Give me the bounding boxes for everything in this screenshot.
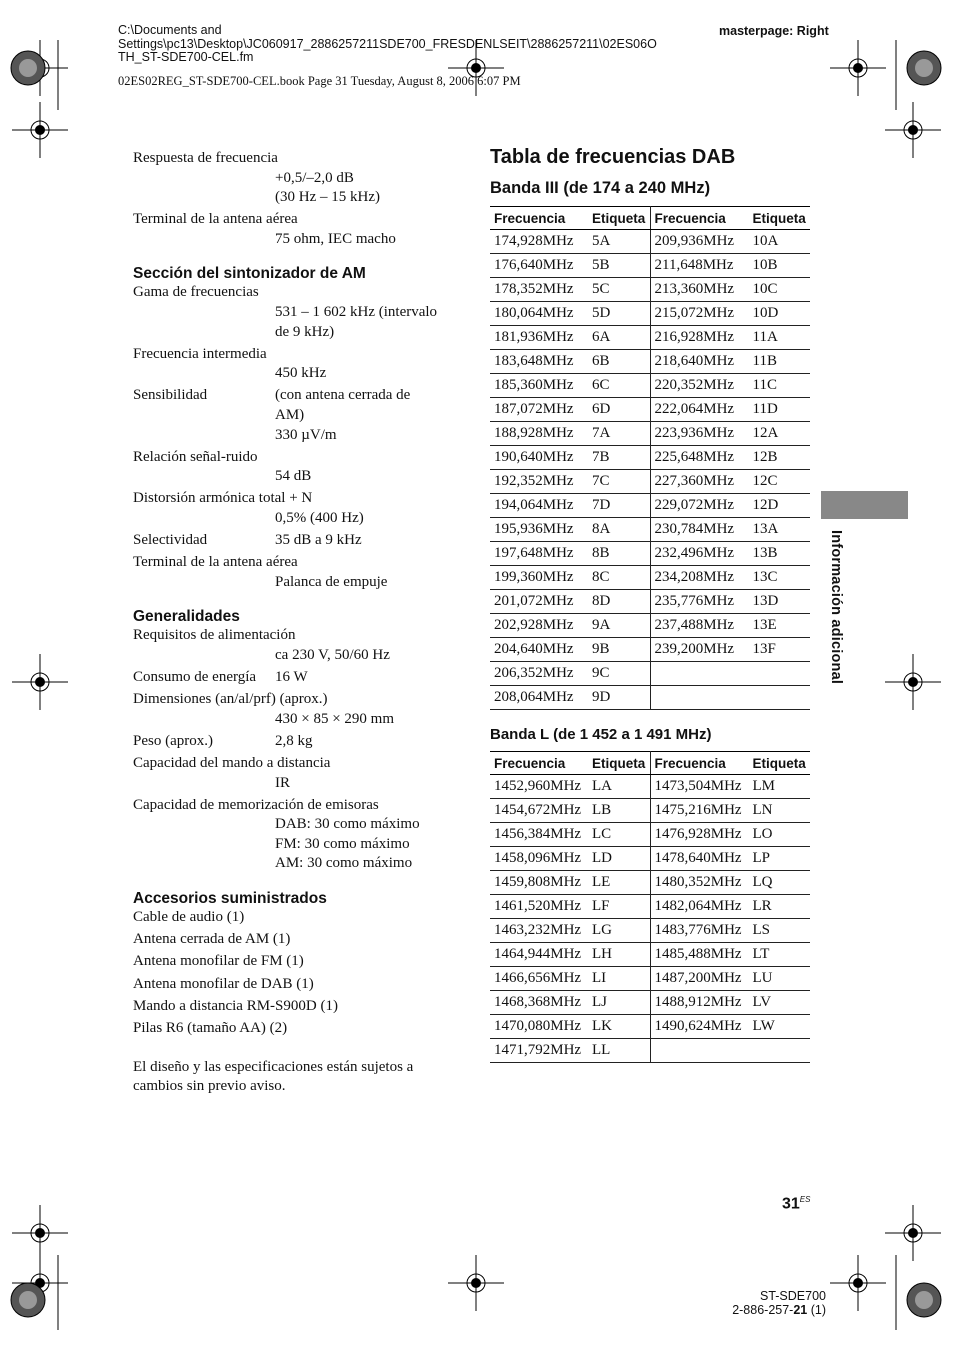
spec-label: Frecuencia intermedia: [133, 345, 267, 362]
label-cell: 9A: [588, 614, 650, 638]
frequency-cell: 1468,368MHz: [490, 991, 588, 1015]
label-cell: LB: [588, 799, 650, 823]
frequency-cell: 220,352MHz: [650, 374, 749, 398]
spec-value: 2,8 kg: [275, 732, 313, 749]
label-cell: 6B: [588, 350, 650, 374]
label-cell: LK: [588, 1015, 650, 1039]
frequency-cell: 199,360MHz: [490, 566, 588, 590]
path-line: TH_ST-SDE700-CEL.fm: [118, 50, 254, 64]
label-cell: 11D: [749, 398, 810, 422]
spec-value: ca 230 V, 50/60 Hz: [275, 646, 390, 663]
crosshair-mark: [885, 1205, 941, 1261]
label-cell: 12C: [749, 470, 810, 494]
frequency-cell: 206,352MHz: [490, 662, 588, 686]
frequency-cell: 1458,096MHz: [490, 847, 588, 871]
frequency-cell: 232,496MHz: [650, 542, 749, 566]
crosshair-mark: [448, 1255, 504, 1311]
column-header: Etiqueta: [588, 207, 650, 230]
frequency-cell: 201,072MHz: [490, 590, 588, 614]
frequency-cell: 202,928MHz: [490, 614, 588, 638]
label-cell: 13F: [749, 638, 810, 662]
label-cell: 7B: [588, 446, 650, 470]
accessory-item: Antena monofilar de DAB (1): [133, 975, 314, 992]
label-cell: LQ: [749, 871, 810, 895]
label-cell: 9D: [588, 686, 650, 710]
frequency-cell: 1464,944MHz: [490, 943, 588, 967]
column-header: Frecuencia: [650, 207, 749, 230]
frequency-cell: 185,360MHz: [490, 374, 588, 398]
label-cell: LD: [588, 847, 650, 871]
frequency-cell: 192,352MHz: [490, 470, 588, 494]
column-header: Etiqueta: [588, 752, 650, 775]
frequency-cell: 1473,504MHz: [650, 775, 749, 799]
label-cell: 8A: [588, 518, 650, 542]
frequency-cell: 237,488MHz: [650, 614, 749, 638]
book-info: 02ES02REG_ST-SDE700-CEL.book Page 31 Tuesday, August 8, 2006 6:07 PM: [118, 74, 521, 88]
crosshair-mark: [830, 1255, 886, 1311]
path-line: C:\Documents and: [118, 23, 222, 37]
spec-value: 531 – 1 602 kHz (intervalo: [275, 304, 438, 321]
frequency-cell: 1480,352MHz: [650, 871, 749, 895]
frequency-cell: 235,776MHz: [650, 590, 749, 614]
frequency-cell: 204,640MHz: [490, 638, 588, 662]
frequency-cell: 1485,488MHz: [650, 943, 749, 967]
spec-label: Relación señal-ruido: [133, 448, 258, 465]
starburst-mark: [907, 1283, 941, 1317]
label-cell: LN: [749, 799, 810, 823]
path-line: Settings\pc13\Desktop\JC060917_2886257211SDE700_FRESDENLSEIT\2886257211\02ES06O: [118, 36, 657, 51]
frequency-cell: 188,928MHz: [490, 422, 588, 446]
frequency-cell: 194,064MHz: [490, 494, 588, 518]
spec-value: de 9 kHz): [275, 323, 335, 340]
label-cell: LR: [749, 895, 810, 919]
spec-value: (30 Hz – 15 kHz): [275, 189, 380, 206]
label-cell: LJ: [588, 991, 650, 1015]
frequency-cell: 208,064MHz: [490, 686, 588, 710]
frequency-cell: 229,072MHz: [650, 494, 749, 518]
label-cell: LI: [588, 967, 650, 991]
frequency-cell: 1475,216MHz: [650, 799, 749, 823]
spec-value: 35 dB a 9 kHz: [275, 532, 362, 549]
spec-label: Capacidad de memorización de emisoras: [133, 796, 379, 813]
label-cell: 13C: [749, 566, 810, 590]
label-cell: 6C: [588, 374, 650, 398]
accessory-item: Mando a distancia RM-S900D (1): [133, 997, 338, 1014]
frequency-cell: 227,360MHz: [650, 470, 749, 494]
frequency-cell: 1488,912MHz: [650, 991, 749, 1015]
label-cell: 13B: [749, 542, 810, 566]
label-cell: LU: [749, 967, 810, 991]
spec-label: Distorsión armónica total + N: [133, 490, 313, 507]
frequency-cell: 216,928MHz: [650, 326, 749, 350]
label-cell: 10D: [749, 302, 810, 326]
label-cell: LW: [749, 1015, 810, 1039]
crosshair-mark: [12, 1205, 68, 1261]
spec-label: Gama de frecuencias: [133, 284, 259, 301]
starburst-mark: [907, 51, 941, 85]
frequency-cell: 195,936MHz: [490, 518, 588, 542]
crosshair-mark: [448, 40, 504, 96]
label-cell: LP: [749, 847, 810, 871]
frequency-cell: 209,936MHz: [650, 230, 749, 254]
frequency-cell: 1466,656MHz: [490, 967, 588, 991]
spec-label: Capacidad del mando a distancia: [133, 754, 331, 771]
frequency-cell: 218,640MHz: [650, 350, 749, 374]
spec-value: Palanca de empuje: [275, 573, 388, 590]
spec-value: DAB: 30 como máximo: [275, 816, 420, 833]
starburst-mark: [11, 51, 45, 85]
column-header: Frecuencia: [650, 752, 749, 775]
column-header: Etiqueta: [749, 752, 810, 775]
frequency-cell: 1463,232MHz: [490, 919, 588, 943]
label-cell: LL: [588, 1039, 650, 1063]
frequency-cell: 181,936MHz: [490, 326, 588, 350]
spec-value: FM: 30 como máximo: [275, 835, 410, 852]
accessories-section-title: Accesorios suministrados: [133, 890, 327, 907]
spec-label: Sensibilidad: [133, 387, 208, 404]
spec-label: Requisitos de alimentación: [133, 627, 296, 644]
section-side-label: Información adicional: [828, 530, 844, 685]
label-cell: 12A: [749, 422, 810, 446]
label-cell: 7C: [588, 470, 650, 494]
frequency-cell: 176,640MHz: [490, 254, 588, 278]
label-cell: LO: [749, 823, 810, 847]
frequency-cell: 1452,960MHz: [490, 775, 588, 799]
spec-label: Terminal de la antena aérea: [133, 554, 298, 571]
frequency-cell: 1471,792MHz: [490, 1039, 588, 1063]
label-cell: 6D: [588, 398, 650, 422]
frequency-cell: 1459,808MHz: [490, 871, 588, 895]
am-section-title: Sección del sintonizador de AM: [133, 265, 366, 283]
masterpage-label: masterpage: Right: [719, 24, 829, 38]
label-cell: 11A: [749, 326, 810, 350]
label-cell: 7D: [588, 494, 650, 518]
label-cell: LS: [749, 919, 810, 943]
label-cell: 12D: [749, 494, 810, 518]
crosshair-mark: [885, 102, 941, 158]
spec-value: 75 ohm, IEC macho: [275, 230, 396, 247]
frequency-cell: 187,072MHz: [490, 398, 588, 422]
frequency-cell: 1456,384MHz: [490, 823, 588, 847]
label-cell: 10A: [749, 230, 810, 254]
spec-label: Selectividad: [133, 532, 208, 549]
spec-label: Dimensiones (an/al/prf) (aprox.): [133, 691, 328, 708]
frequency-cell: 1478,640MHz: [650, 847, 749, 871]
frequency-cell: 1483,776MHz: [650, 919, 749, 943]
frequency-cell: 215,072MHz: [650, 302, 749, 326]
crosshair-mark: [12, 102, 68, 158]
column-header: Frecuencia: [490, 207, 588, 230]
frequency-cell: 225,648MHz: [650, 446, 749, 470]
spec-value: +0,5/–2,0 dB: [275, 169, 354, 186]
label-cell: 5B: [588, 254, 650, 278]
accessory-item: Antena cerrada de AM (1): [133, 931, 291, 948]
label-cell: 13A: [749, 518, 810, 542]
code-prefix: 2-886-257-: [732, 1303, 794, 1317]
frequency-cell: 230,784MHz: [650, 518, 749, 542]
frequency-cell: 1482,064MHz: [650, 895, 749, 919]
label-cell: LG: [588, 919, 650, 943]
accessory-item: Cable de audio (1): [133, 909, 245, 925]
label-cell: LE: [588, 871, 650, 895]
label-cell: 10B: [749, 254, 810, 278]
spec-label: Peso (aprox.): [133, 732, 213, 749]
label-cell: 5C: [588, 278, 650, 302]
frequency-cell: 197,648MHz: [490, 542, 588, 566]
frequency-cell: 222,064MHz: [650, 398, 749, 422]
crosshair-mark: [12, 654, 68, 710]
spec-label: Terminal de la antena aérea: [133, 211, 298, 228]
spec-value: 16 W: [275, 669, 308, 686]
label-cell: 6A: [588, 326, 650, 350]
frequency-cell: 213,360MHz: [650, 278, 749, 302]
column-header: Etiqueta: [749, 207, 810, 230]
crosshair-mark: [830, 40, 886, 96]
spec-value: (con antena cerrada de: [275, 387, 411, 404]
tables-title: Tabla de frecuencias DAB: [490, 146, 736, 168]
page-language: ES: [799, 1195, 811, 1204]
label-cell: LF: [588, 895, 650, 919]
frequency-cell: 1487,200MHz: [650, 967, 749, 991]
label-cell: LC: [588, 823, 650, 847]
frequency-cell: 174,928MHz: [490, 230, 588, 254]
label-cell: 8D: [588, 590, 650, 614]
label-cell: 11C: [749, 374, 810, 398]
frequency-cell: 1461,520MHz: [490, 895, 588, 919]
spec-value: 430 × 85 × 290 mm: [275, 710, 395, 727]
frequency-cell: 211,648MHz: [650, 254, 749, 278]
spec-label: Consumo de energía: [133, 669, 257, 686]
disclaimer-note: El diseño y las especificaciones están sujetos a cambios sin previo aviso.: [133, 1058, 414, 1095]
frequency-cell: 1476,928MHz: [650, 823, 749, 847]
label-cell: 5D: [588, 302, 650, 326]
code-suffix: (1): [807, 1303, 826, 1317]
label-cell: 8B: [588, 542, 650, 566]
accessory-item: Antena monofilar de FM (1): [133, 953, 304, 970]
starburst-mark: [11, 1283, 45, 1317]
label-cell: 11B: [749, 350, 810, 374]
accessory-item: Pilas R6 (tamaño AA) (2): [133, 1019, 288, 1036]
label-cell: 5A: [588, 230, 650, 254]
spec-value: AM): [275, 407, 305, 424]
frequency-cell: 183,648MHz: [490, 350, 588, 374]
model-name: ST-SDE700: [759, 1289, 826, 1303]
frequency-cell: 178,352MHz: [490, 278, 588, 302]
band3-title: Banda III (de 174 a 240 MHz): [490, 179, 711, 197]
frequency-cell: 1454,672MHz: [490, 799, 588, 823]
spec-value: 330 µV/m: [275, 426, 337, 443]
label-cell: 7A: [588, 422, 650, 446]
spec-value: AM: 30 como máximo: [275, 855, 413, 872]
frequency-cell: 1490,624MHz: [650, 1015, 749, 1039]
label-cell: 10C: [749, 278, 810, 302]
column-header: Frecuencia: [490, 752, 588, 775]
crosshair-mark: [885, 654, 941, 710]
page-number-value: 31: [782, 1195, 800, 1213]
frequency-cell: 1470,080MHz: [490, 1015, 588, 1039]
frequency-cell: 180,064MHz: [490, 302, 588, 326]
code-bold: 21: [793, 1303, 808, 1317]
spec-label: Respuesta de frecuencia: [133, 150, 278, 166]
label-cell: LT: [749, 943, 810, 967]
spec-value: 450 kHz: [275, 365, 327, 382]
label-cell: 13D: [749, 590, 810, 614]
label-cell: 9B: [588, 638, 650, 662]
label-cell: LM: [749, 775, 810, 799]
label-cell: LH: [588, 943, 650, 967]
label-cell: LV: [749, 991, 810, 1015]
label-cell: LA: [588, 775, 650, 799]
spec-value: 54 dB: [275, 468, 312, 485]
spec-value: IR: [275, 774, 290, 791]
bandl-title: Banda L (de 1 452 a 1 491 MHz): [490, 726, 712, 743]
frequency-cell: 223,936MHz: [650, 422, 749, 446]
spec-value: 0,5% (400 Hz): [275, 510, 364, 526]
frequency-cell: 234,208MHz: [650, 566, 749, 590]
label-cell: 12B: [749, 446, 810, 470]
label-cell: 13E: [749, 614, 810, 638]
frequency-cell: 239,200MHz: [650, 638, 749, 662]
label-cell: 9C: [588, 662, 650, 686]
general-section-title: Generalidades: [133, 608, 240, 626]
frequency-cell: 190,640MHz: [490, 446, 588, 470]
label-cell: 8C: [588, 566, 650, 590]
